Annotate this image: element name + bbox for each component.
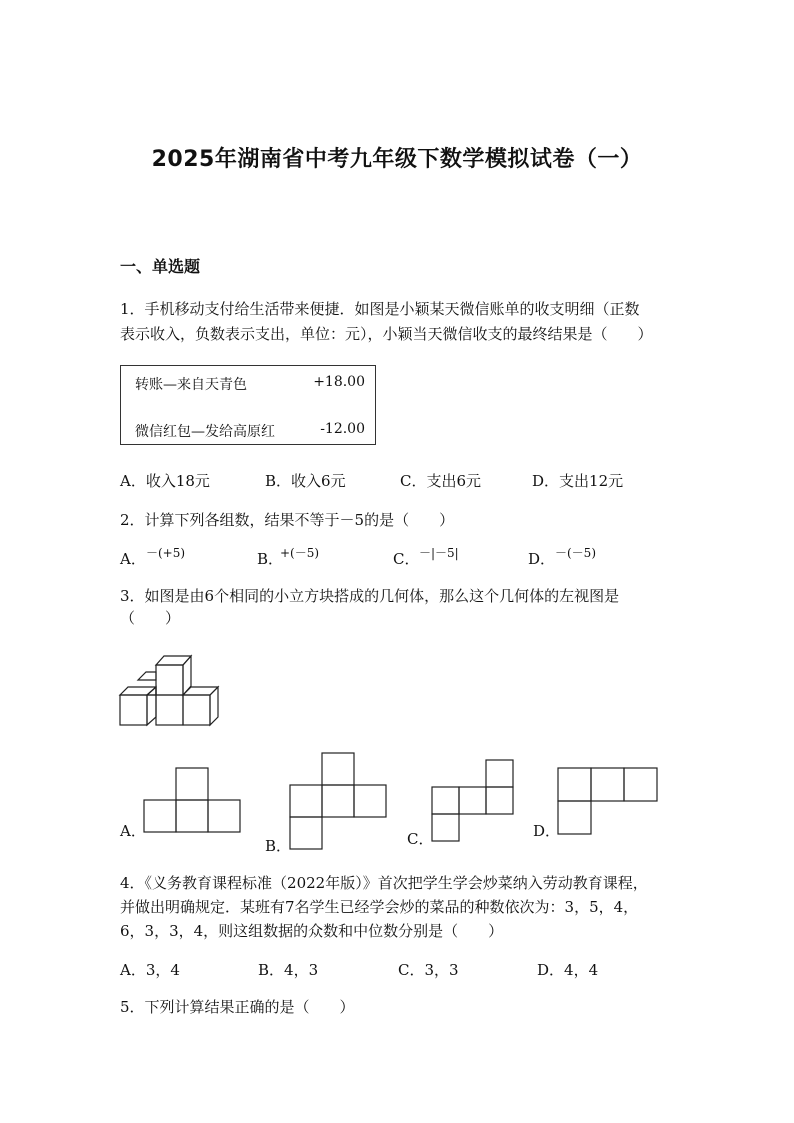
q3-option-b-letter: B．: [265, 837, 292, 855]
q3-option-d-letter: D．: [533, 822, 561, 840]
question-2-stem: 2．计算下列各组数，结果不等于－5的是（ ）: [120, 511, 455, 529]
q2-option-a-letter: A．: [120, 550, 146, 568]
q4-option-c: C．3，3: [398, 961, 459, 979]
q4-option-d: D．4，4: [537, 961, 599, 979]
cube-top-face: [156, 656, 191, 665]
q1-option-c: C．支出6元: [400, 472, 482, 490]
bill-row-label: 微信红包—发给高原红: [135, 424, 275, 440]
cube-side-face: [210, 687, 218, 725]
cube-front-face: [183, 695, 210, 725]
q3-option-d-view: [557, 767, 659, 835]
q1-option-a: A．收入18元: [120, 472, 210, 490]
question-1-line-1: 1．手机移动支付给生活带来便捷．如图是小颖某天微信账单的收支明细（正数: [120, 300, 640, 318]
question-4-line-3: 6，3，3，4，则这组数据的众数和中位数分别是（ ）: [120, 922, 504, 940]
section-heading: 一、单选题: [120, 257, 201, 276]
question-3-line-1: 3．如图是由6个相同的小立方块搭成的几何体，那么这个几何体的左视图是: [120, 587, 620, 605]
q3-option-c-letter: C．: [407, 830, 434, 848]
bill-row-amount: -12.00: [320, 421, 365, 437]
q1-option-d: D．支出12元: [532, 472, 624, 490]
question-4-line-1: 4．《义务教育课程标准（2022年版）》首次把学生学会炒菜纳入劳动教育课程，: [120, 874, 648, 892]
cube-front-face: [156, 695, 183, 725]
page-title: 2025年湖南省中考九年级下数学模拟试卷（一）: [151, 147, 643, 172]
q3-option-c-view: [431, 759, 517, 843]
q4-option-b: B．4，3: [258, 961, 319, 979]
q2-option-d-letter: D．: [528, 550, 556, 568]
q3-option-b-view: [289, 752, 389, 852]
q4-option-a: A．3，4: [120, 961, 180, 979]
question-3-line-2: （ ）: [120, 609, 181, 627]
bill-row-amount: +18.00: [313, 374, 365, 390]
cube-front-face: [120, 695, 147, 725]
cube-solid-figure: [112, 650, 227, 730]
wechat-bill-table: [120, 365, 376, 445]
q3-option-a-letter: A．: [120, 822, 146, 840]
q2-option-b-expr: +(－5): [280, 546, 320, 560]
cube-side-face: [147, 687, 156, 725]
q2-option-b-letter: B．: [257, 550, 284, 568]
cube-top-face: [138, 672, 156, 680]
q2-option-c-letter: C．: [393, 550, 420, 568]
cube-front-face: [156, 665, 183, 695]
q2-option-a-expr: －(+5): [146, 546, 186, 560]
question-5-stem: 5．下列计算结果正确的是（ ）: [120, 998, 355, 1016]
question-1-line-2: 表示收入，负数表示支出，单位：元），小颖当天微信收支的最终结果是（ ）: [120, 325, 653, 343]
q3-option-a-view: [143, 767, 243, 835]
q2-option-c-expr: －|－5|: [419, 546, 459, 560]
bill-row-label: 转账—来自天青色: [135, 377, 247, 393]
cube-side-face: [183, 656, 191, 695]
q2-option-d-expr: －(－5): [555, 546, 596, 560]
question-4-line-2: 并做出明确规定．某班有7名学生已经学会炒的菜品的种数依次为：3，5，4，: [120, 898, 639, 916]
q1-option-b: B．收入6元: [265, 472, 346, 490]
